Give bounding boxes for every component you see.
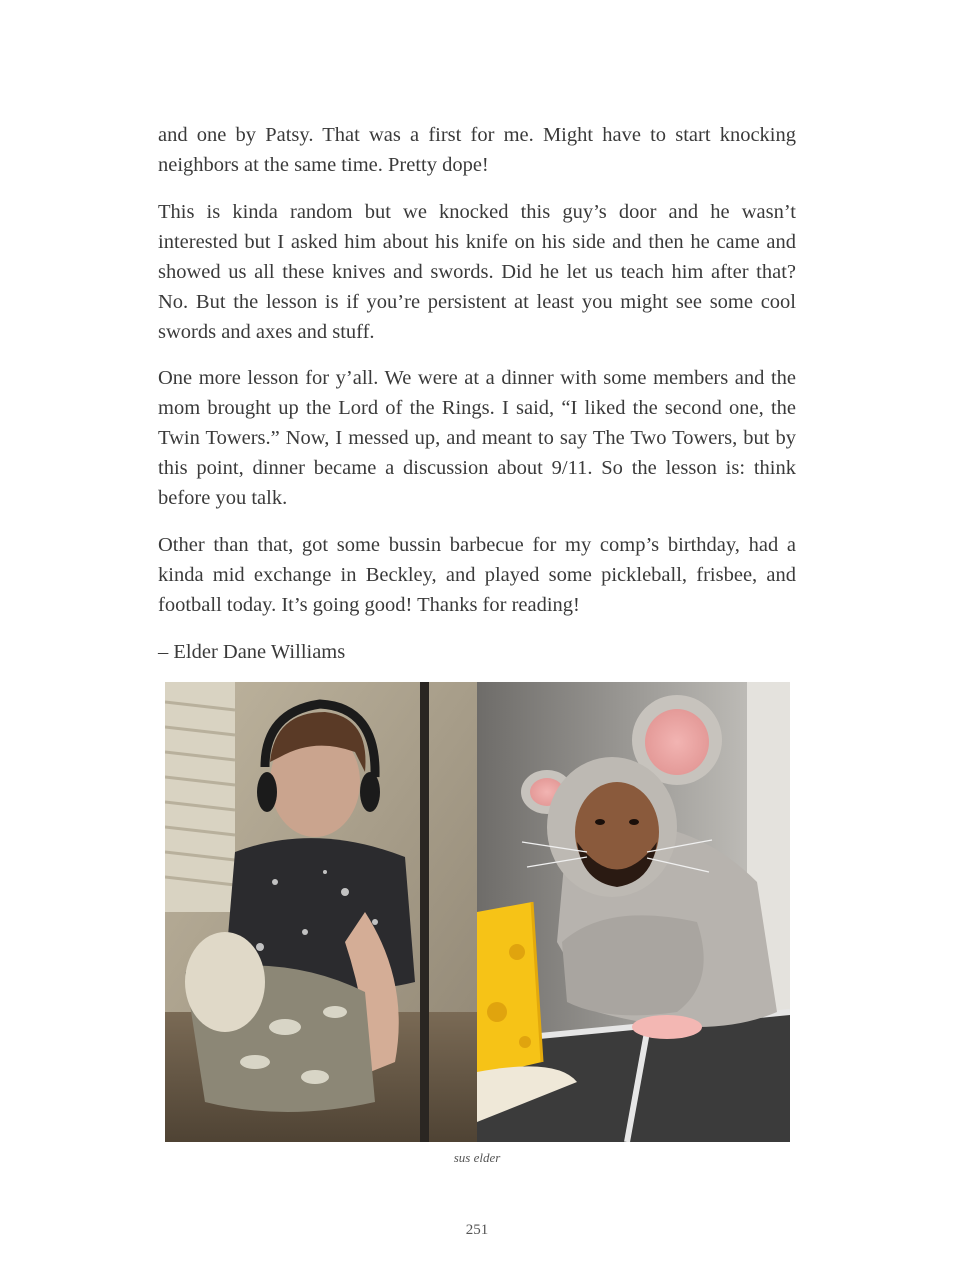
photo-right (477, 682, 790, 1142)
photo-left (165, 682, 477, 1142)
photo-collage (165, 682, 790, 1142)
paragraph-4 (158, 530, 796, 620)
paragraph-1 (158, 120, 796, 180)
paragraph-text: This is kinda random but we knocked this guy’s door and he wasn’t interested but I asked him about his knife on his side and then he came and showed us all these knives and swords. Did he let us teach him after that? No. But the lesson is if you’re persistent at least you might see some cool swords and axes and stuff. (158, 201, 796, 343)
signature-text: – Elder Dane Williams (158, 641, 346, 663)
paragraph-3 (158, 363, 796, 513)
photo-caption: sus elder (453, 1150, 501, 1165)
paragraph-text: and one by Patsy. That was a first for me. Might have to start knocking neighbors at the same time. Pretty dope! (158, 124, 796, 176)
paragraph-text: Other than that, got some bussin barbecue for my comp’s birthday, had a kinda mid exchange in Beckley, and played some pickleball, frisbee, and football today. It’s going good! Thanks for reading! (158, 534, 796, 616)
signature (158, 637, 796, 667)
page-number: 251 (465, 1222, 489, 1238)
paragraph-2 (158, 197, 796, 347)
paragraph-text: One more lesson for y’all. We were at a dinner with some members and the mom brought up the Lord of the Rings. I said, “I liked the second one, the Twin Towers.” Now, I messed up, and meant to say The Two Towers, but by this point, dinner became a discussion about 9/11. So the lesson is: think before you talk. (158, 367, 796, 509)
